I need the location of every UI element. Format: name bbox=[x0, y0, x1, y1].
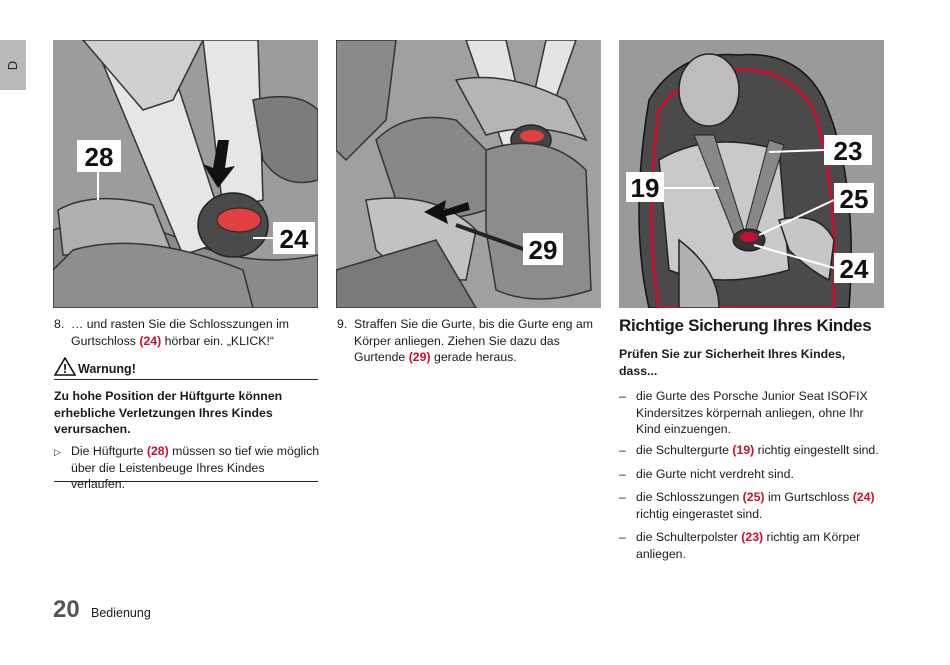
warning-end-rule bbox=[54, 481, 318, 482]
step-9-number: 9. bbox=[337, 317, 348, 331]
check-item-2 bbox=[619, 442, 887, 459]
page-section-label: Bedienung bbox=[91, 606, 151, 620]
warning-exclamation: ! bbox=[62, 361, 68, 376]
check-item-5-text-end: richtig am Körper anliegen. bbox=[636, 530, 861, 561]
figure-child-seat bbox=[619, 40, 884, 308]
warning-label: Warnung! bbox=[78, 362, 136, 376]
callout-29-label: 29 bbox=[528, 235, 558, 265]
step-9 bbox=[337, 316, 601, 366]
side-tab-language bbox=[0, 40, 26, 90]
step-8-number: 8. bbox=[54, 317, 65, 331]
dash: – bbox=[619, 389, 626, 403]
check-item-4-text-mid: im Gurtschloss bbox=[764, 490, 853, 504]
figure-1-illustration bbox=[53, 40, 318, 308]
step-8 bbox=[54, 316, 320, 349]
check-item-5 bbox=[619, 529, 887, 562]
check-item-1-text: die Gurte des Porsche Junior Seat ISOFIX Kindersitzes körpernah anliegen, ohne Ihr Kind einzuengen. bbox=[636, 389, 868, 436]
step-9-text: Straffen Sie die Gurte, bis die Gurte eng am Körper anliegen. Ziehen Sie dazu das Gurtende bbox=[354, 317, 594, 364]
figure-buckle-closeup bbox=[53, 40, 318, 308]
warning-instruction bbox=[54, 443, 320, 493]
check-item-4-text-end: richtig eingerastet sind. bbox=[636, 506, 763, 521]
side-tab-label: D bbox=[5, 60, 21, 70]
check-item-3 bbox=[619, 466, 887, 483]
section-subheading: Prüfen Sie zur Sicherheit Ihres Kindes, dass... bbox=[619, 347, 846, 378]
check-item-2-text-end: richtig eingestellt sind. bbox=[754, 443, 879, 457]
warning-triangle-icon bbox=[54, 357, 76, 376]
warning-instruction-text-end: müssen so tief wie möglich über die Leistenbeuge Ihres Kindes verlaufen. bbox=[71, 444, 320, 491]
figure-tighten-belt bbox=[336, 40, 601, 308]
check-item-4 bbox=[619, 489, 887, 522]
check-item-4-ref-2: (24) bbox=[852, 490, 875, 504]
warning-text: Zu hohe Position der Hüftgurte können erhebliche Verletzungen Ihres Kindes verursachen. bbox=[54, 389, 283, 436]
step-8-text: … und rasten Sie die Schlosszungen im Gurtschloss bbox=[71, 317, 290, 348]
step-marker-icon: ▷ bbox=[54, 447, 61, 457]
dash: – bbox=[619, 443, 626, 457]
callout-28-label: 28 bbox=[84, 142, 114, 172]
page-number: 20 bbox=[53, 596, 80, 623]
check-item-5-ref: (23) bbox=[741, 530, 764, 544]
check-item-4-ref: (25) bbox=[742, 490, 765, 504]
figure-2-illustration bbox=[336, 40, 601, 308]
dash: – bbox=[619, 490, 626, 504]
check-item-5-text: die Schulterpolster bbox=[636, 530, 742, 544]
step-8-text-end: hörbar ein. „KLICK!“ bbox=[161, 333, 274, 348]
callout-24-seat-label: 24 bbox=[839, 254, 869, 284]
step-8-ref: (24) bbox=[139, 333, 162, 348]
section-heading: Richtige Sicherung Ihres Kindes bbox=[619, 316, 872, 335]
check-item-1 bbox=[619, 388, 887, 438]
check-item-3-text: die Gurte nicht verdreht sind. bbox=[636, 467, 794, 481]
check-item-2-ref: (19) bbox=[732, 443, 755, 457]
warning-header bbox=[54, 358, 318, 380]
dash: – bbox=[619, 467, 626, 481]
callout-24-label: 24 bbox=[279, 224, 309, 254]
figure-3-illustration bbox=[619, 40, 884, 308]
dash: – bbox=[619, 530, 626, 544]
step-9-text-end: gerade heraus. bbox=[430, 350, 517, 364]
check-item-2-text: die Schultergurte bbox=[636, 443, 733, 457]
warning-instruction-ref: (28) bbox=[146, 444, 169, 458]
callout-19-label: 19 bbox=[630, 173, 660, 203]
warning-instruction-text: Die Hüftgurte bbox=[71, 444, 147, 458]
check-item-4-text: die Schlosszungen bbox=[636, 490, 743, 504]
callout-25-label: 25 bbox=[839, 184, 869, 214]
callout-23-label: 23 bbox=[833, 136, 863, 166]
step-9-ref: (29) bbox=[408, 350, 431, 364]
